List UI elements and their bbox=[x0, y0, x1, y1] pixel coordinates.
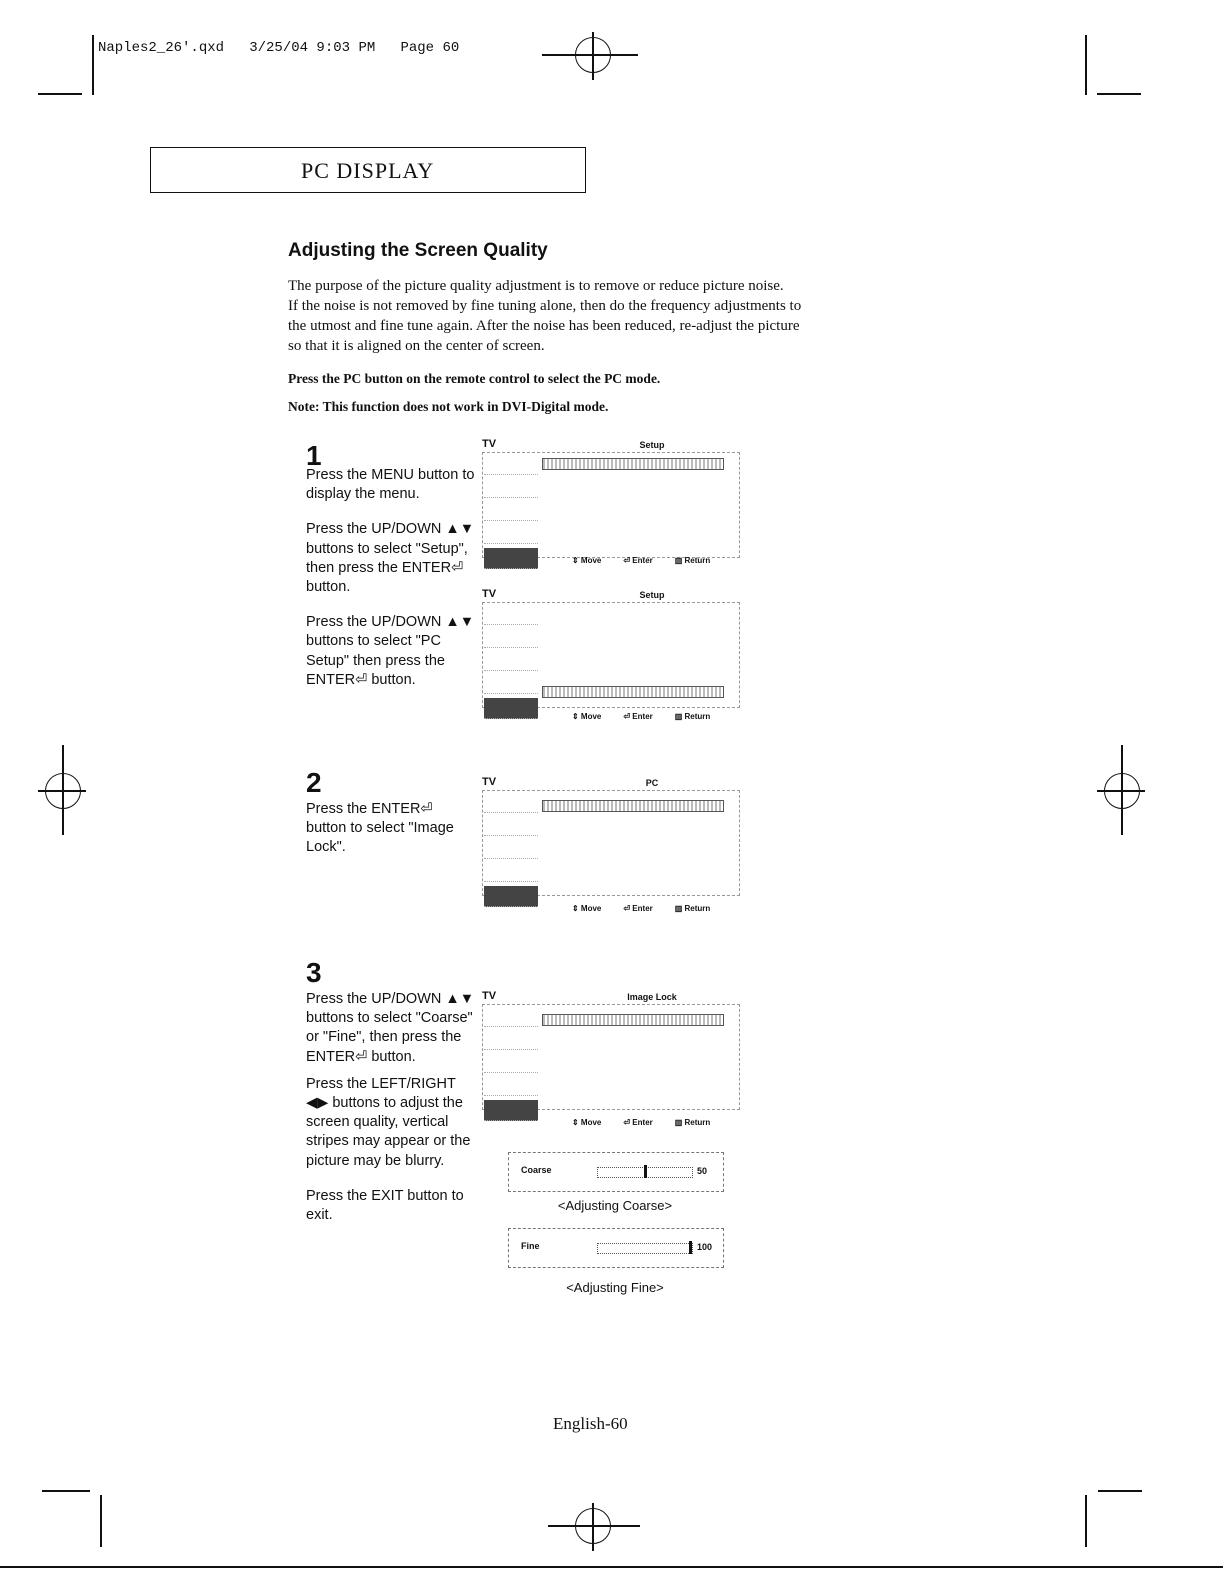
menu-screen-pc bbox=[482, 776, 740, 913]
menu-icons bbox=[484, 606, 538, 704]
crop-mark bbox=[100, 1495, 102, 1547]
registration-line bbox=[1121, 745, 1123, 835]
section-header-title: PC DISPLAY bbox=[301, 158, 435, 183]
menu-footer bbox=[572, 1118, 732, 1127]
step-number: 1 bbox=[306, 440, 322, 471]
step-instruction: Press the UP/DOWN ▲▼ buttons to select "Setup", then press the ENTER⏎ button. bbox=[306, 521, 475, 596]
move-hint: ⇕ Move bbox=[572, 904, 602, 913]
fine-slider-handle[interactable] bbox=[689, 1241, 692, 1254]
step-instruction: Press the LEFT/RIGHT ◀▶ buttons to adjust the screen quality, vertical stripes may appear or the picture may be blurry. bbox=[306, 1075, 471, 1169]
enter-hint: ⏎ Enter bbox=[623, 556, 653, 565]
crop-mark bbox=[1085, 1495, 1087, 1547]
step-instruction: Press the UP/DOWN ▲▼ buttons to select "Coarse" or "Fine", then press the ENTER⏎ button. bbox=[306, 991, 475, 1065]
menu-highlight bbox=[542, 800, 724, 812]
return-hint: ▥ Return bbox=[674, 556, 711, 565]
fine-slider-track[interactable] bbox=[597, 1243, 693, 1254]
print-slug: Naples2_26'.qxd 3/25/04 9:03 PM Page 60 bbox=[98, 40, 460, 56]
return-hint: ▥ Return bbox=[674, 1118, 711, 1127]
menu-footer bbox=[572, 556, 732, 565]
section-header bbox=[150, 147, 586, 193]
fine-caption: <Adjusting Fine> bbox=[566, 1280, 664, 1295]
menu-highlight bbox=[542, 1014, 724, 1026]
step-number: 3 bbox=[306, 957, 322, 988]
crop-mark bbox=[1085, 35, 1087, 95]
registration-line bbox=[542, 54, 638, 56]
step-instruction: Press the EXIT button to exit. bbox=[306, 1187, 464, 1224]
coarse-adjust-bar bbox=[508, 1152, 724, 1192]
move-hint: ⇕ Move bbox=[572, 1118, 602, 1127]
menu-icons bbox=[484, 1008, 538, 1106]
menu-footer bbox=[572, 904, 732, 913]
menu-icons bbox=[484, 456, 538, 554]
fine-label: Fine bbox=[521, 1241, 540, 1251]
registration-line bbox=[548, 1525, 640, 1527]
intro-line: so that it is aligned on the center of screen. bbox=[288, 338, 545, 354]
enter-hint: ⏎ Enter bbox=[623, 712, 653, 721]
step-instruction: Press the MENU button to display the menu. bbox=[306, 467, 475, 503]
fine-adjust-bar bbox=[508, 1228, 724, 1268]
coarse-slider-handle[interactable] bbox=[644, 1165, 647, 1178]
tv-label: TV bbox=[482, 588, 497, 600]
enter-hint: ⏎ Enter bbox=[623, 1118, 653, 1127]
pc-mode-note: Press the PC button on the remote control to select the PC mode. bbox=[288, 371, 661, 386]
step-3-text bbox=[306, 990, 476, 1241]
intro-line: If the noise is not removed by fine tuning alone, then do the frequency adjustments to bbox=[288, 298, 802, 314]
coarse-caption: <Adjusting Coarse> bbox=[557, 1198, 673, 1213]
menu-screen-pc-setup bbox=[482, 588, 740, 721]
crop-mark bbox=[42, 1490, 90, 1492]
enter-hint: ⏎ Enter bbox=[623, 904, 653, 913]
menu-screen-setup bbox=[482, 438, 740, 568]
menu-title: Setup bbox=[639, 440, 665, 450]
crop-mark bbox=[1098, 1490, 1142, 1492]
return-hint: ▥ Return bbox=[674, 904, 711, 913]
step-number: 2 bbox=[306, 767, 322, 798]
move-hint: ⇕ Move bbox=[572, 556, 602, 565]
step-instruction: Press the ENTER⏎ button to select "Image Lock". bbox=[306, 801, 454, 856]
page-number: English-60 bbox=[553, 1414, 628, 1433]
tv-label: TV bbox=[482, 990, 497, 1002]
crop-mark bbox=[92, 35, 94, 95]
dvi-note: Note: This function does not work in DVI-Digital mode. bbox=[288, 399, 609, 414]
menu-screen-image-lock bbox=[482, 990, 740, 1127]
fine-value: 100 bbox=[697, 1242, 713, 1252]
return-hint: ▥ Return bbox=[674, 712, 711, 721]
intro-line: the utmost and fine tune again. After the noise has been reduced, re-adjust the picture bbox=[288, 318, 800, 334]
step-1-text bbox=[306, 466, 476, 706]
crop-mark bbox=[38, 93, 82, 95]
coarse-label: Coarse bbox=[521, 1165, 552, 1175]
tv-label: TV bbox=[482, 776, 497, 788]
menu-highlight bbox=[542, 458, 724, 470]
menu-title: Setup bbox=[639, 590, 665, 600]
menu-highlight bbox=[542, 686, 724, 698]
menu-title: PC bbox=[645, 778, 659, 788]
step-instruction: Press the UP/DOWN ▲▼ buttons to select "PC Setup" then press the ENTER⏎ button. bbox=[306, 614, 475, 688]
menu-title: Image Lock bbox=[627, 992, 677, 1002]
move-hint: ⇕ Move bbox=[572, 712, 602, 721]
intro-text bbox=[288, 276, 908, 356]
registration-line bbox=[592, 32, 594, 80]
intro-line: The purpose of the picture quality adjustment is to remove or reduce picture noise. bbox=[288, 278, 784, 294]
page-edge bbox=[0, 1566, 1223, 1568]
page-title: Adjusting the Screen Quality bbox=[288, 240, 548, 261]
registration-line bbox=[592, 1503, 594, 1551]
step-2-text bbox=[306, 800, 476, 874]
registration-line bbox=[62, 745, 64, 835]
menu-icons bbox=[484, 794, 538, 892]
crop-mark bbox=[1097, 93, 1141, 95]
menu-footer bbox=[572, 712, 732, 721]
tv-label: TV bbox=[482, 438, 497, 450]
coarse-value: 50 bbox=[697, 1166, 708, 1176]
